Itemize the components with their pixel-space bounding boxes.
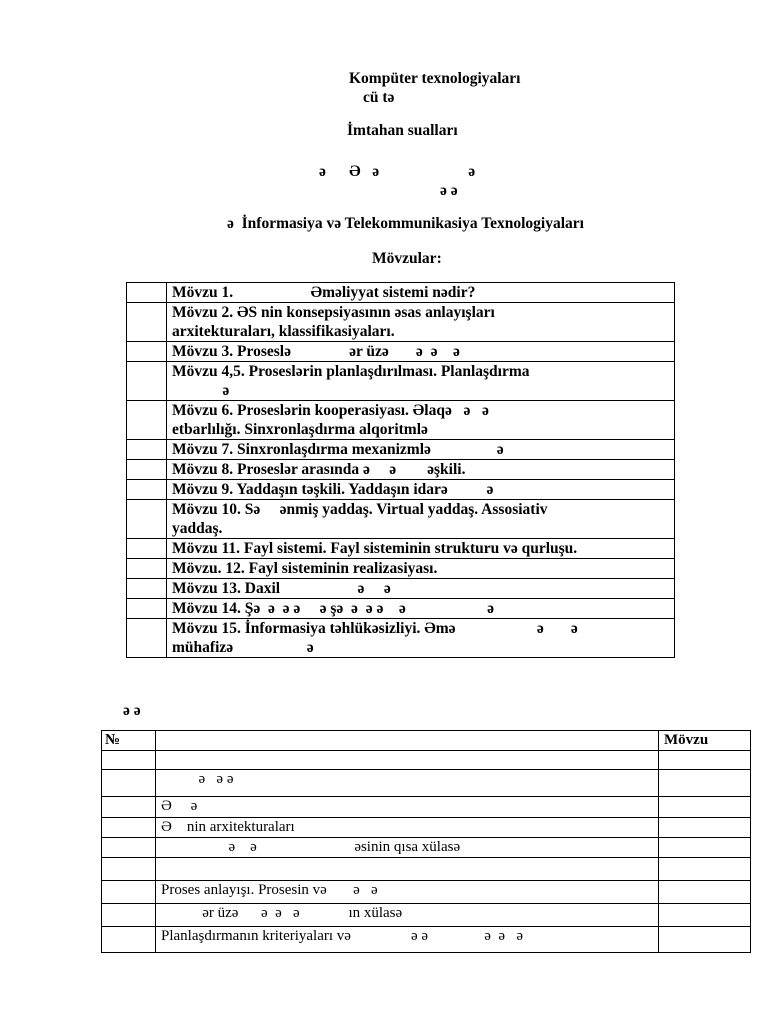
subject-title: ə İnformasiya və Telekommunikasiya Texnologiyaları [227,215,584,232]
topic-row-text: Mövzu 14. Şə ə ə ə ə şə ə ə ə ə ə [167,599,675,619]
topic-row-number-cell [127,401,167,440]
topic-row [127,579,675,599]
topic-row [127,480,675,500]
topic-row-text: Mövzu 7. Sinxronlaşdırma mexanizmlə ə [167,440,675,460]
topic-row-text: Mövzu 15. İnformasiya təhlükəsizliyi. Əmə ə ə mühafizə ə [167,619,675,658]
exam-table-cell [102,881,156,904]
topic-row [127,599,675,619]
topic-row-text: Mövzu 1. Əməliyyat sistemi nədir? [167,283,675,303]
topics-table [126,282,675,658]
exam-table-row [102,904,751,927]
topic-row-number-cell [127,539,167,559]
exam-title: İmtahan sualları [347,122,458,139]
exam-table-cell [102,904,156,927]
exam-table-cell [659,770,751,797]
exam-table-row [102,858,751,881]
col-header-blank [156,731,659,751]
exam-table-cell [102,770,156,797]
topic-row-number-cell [127,283,167,303]
topic-row-number-cell [127,599,167,619]
topic-row-text: Mövzu 3. Proseslə ər üzə ə ə ə [167,342,675,362]
topic-row [127,362,675,401]
topic-row [127,460,675,480]
topic-row [127,401,675,440]
exam-table-cell: Planlaşdırmanın kriteriyaları və ə ə ə ə ə [156,927,659,953]
exam-table-cell [102,927,156,953]
col-header-number: № [102,731,156,751]
exam-table [101,730,751,953]
exam-table-row [102,770,751,797]
topic-row-number-cell [127,303,167,342]
exam-table-cell [102,838,156,858]
topic-row-text: Mövzu 4,5. Proseslərin planlaşdırılması. Planlaşdırma ə [167,362,675,401]
topic-row [127,500,675,539]
exam-table-cell [659,751,751,770]
topic-row-text: Mövzu 10. Sə ənmiş yaddaş. Virtual yaddaş. Assosiativ yaddaş. [167,500,675,539]
exam-table-row [102,751,751,770]
doc-title-line2: cü tə [363,89,395,106]
topic-row [127,619,675,658]
fragment-row-1: ə Ə ə ə [319,163,476,180]
exam-table-cell [659,858,751,881]
exam-table-row [102,881,751,904]
topic-row-number-cell [127,559,167,579]
exam-table-cell [659,838,751,858]
exam-table-cell: Ə nin arxitekturaları [156,818,659,838]
exam-table-cell [659,927,751,953]
exam-table-cell [659,818,751,838]
exam-table-cell: Proses anlayışı. Prosesin və ə ə [156,881,659,904]
exam-table-cell [102,797,156,818]
section2-label: ə ə [123,702,141,719]
exam-table-row [102,927,751,953]
topic-row-text: Mövzu 11. Fayl sistemi. Fayl sisteminin strukturu və qurluşu. [167,539,675,559]
topic-row-number-cell [127,460,167,480]
exam-table-cell [102,751,156,770]
exam-table-cell: ə ə ə [156,770,659,797]
topic-row [127,303,675,342]
topic-row-number-cell [127,619,167,658]
exam-table-header-row [102,731,751,751]
topic-row [127,283,675,303]
topics-heading: Mövzular: [372,250,442,267]
col-header-topic: Mövzu [659,731,751,751]
topic-row [127,342,675,362]
topic-row [127,539,675,559]
exam-table-cell [659,797,751,818]
exam-table-row [102,818,751,838]
topic-row-text: Mövzu 8. Proseslər arasında ə ə əşkili. [167,460,675,480]
topic-row-text: Mövzu 6. Proseslərin kooperasiyası. Əlaqə ə ə etbarlılığı. Sinxronlaşdırma alqoritmlə [167,401,675,440]
topic-row-number-cell [127,342,167,362]
exam-table-cell: ər üzə ə ə ə ın xülasə [156,904,659,927]
exam-table-row [102,838,751,858]
topic-row [127,559,675,579]
topic-row-number-cell [127,579,167,599]
topic-row-number-cell [127,500,167,539]
topic-row-text: Mövzu 2. ƏS nin konsepsiyasının əsas anlayışları arxitekturaları, klassifikasiyaları. [167,303,675,342]
exam-table-cell [659,904,751,927]
topic-row-text: Mövzu 9. Yaddaşın təşkili. Yaddaşın idarə ə [167,480,675,500]
topic-row-number-cell [127,480,167,500]
doc-title-line1: Kompüter texnologiyaları [349,70,521,87]
topic-row [127,440,675,460]
exam-table-cell [156,751,659,770]
exam-table-cell [156,858,659,881]
exam-table-cell: Ə ə [156,797,659,818]
exam-table-cell [102,818,156,838]
topic-row-text: Mövzu 13. Daxil ə ə [167,579,675,599]
exam-table-cell [102,858,156,881]
exam-table-cell: ə ə əsinin qısa xülasə [156,838,659,858]
topic-row-number-cell [127,440,167,460]
exam-table-cell [659,881,751,904]
topic-row-number-cell [127,362,167,401]
exam-table-row [102,797,751,818]
topic-row-text: Mövzu. 12. Fayl sisteminin realizasiyası. [167,559,675,579]
fragment-row-2: ə ə [440,182,458,199]
